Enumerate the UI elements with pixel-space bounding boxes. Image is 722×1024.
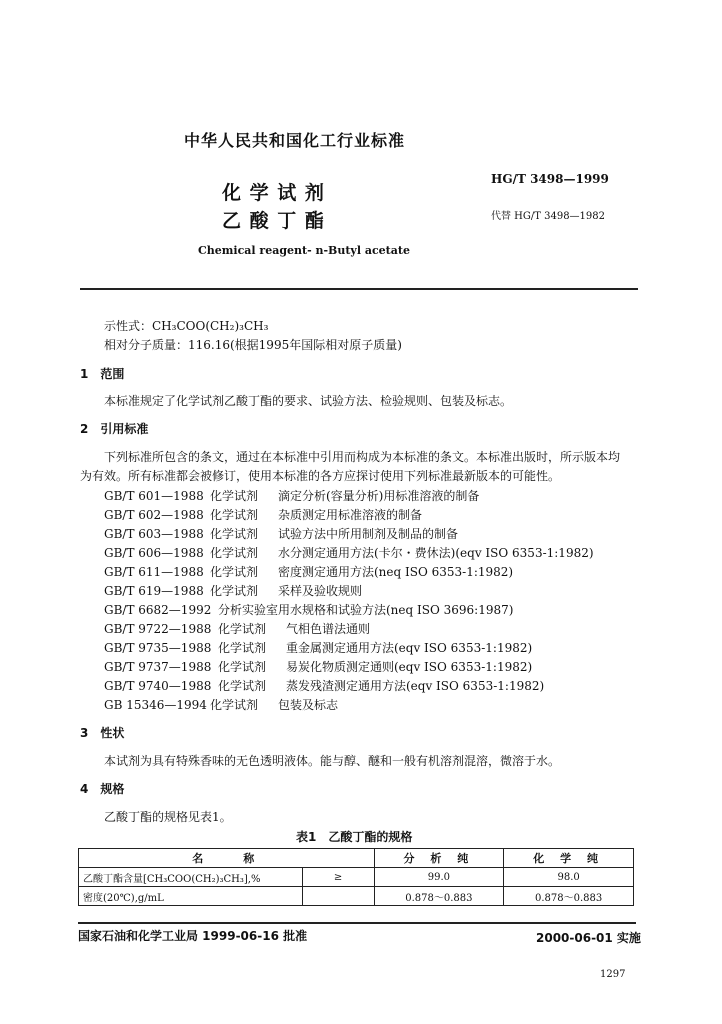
row-operator: ≥ bbox=[302, 868, 374, 887]
table-caption: 表1 乙酸丁酯的规格 bbox=[296, 830, 413, 844]
row-ar-value: 99.0 bbox=[374, 868, 504, 887]
section-4-body: 乙酸丁酯的规格见表1。 bbox=[104, 810, 232, 824]
section-4-title: 4 规格 bbox=[80, 782, 125, 796]
row-cp-value: 0.878～0.883 bbox=[504, 887, 634, 906]
reference-item: GB/T 6682—1992 分析实验室用水规格和试验方法(neq ISO 3696:1987) bbox=[104, 603, 514, 617]
header-chemically-pure: 化 学 纯 bbox=[504, 849, 634, 868]
molar-mass: 相对分子质量：116.16(根据1995年国际相对原子质量) bbox=[104, 338, 402, 352]
table-row bbox=[79, 868, 634, 887]
standard-number: HG/T 3498—1999 bbox=[491, 172, 609, 186]
row-name: 乙酸丁酯含量[CH₃COO(CH₂)₃CH₃],% bbox=[79, 868, 303, 887]
section-3-body: 本试剂为具有特殊香味的无色透明液体。能与醇、醚和一般有机溶剂混溶，微溶于水。 bbox=[104, 754, 561, 768]
row-operator bbox=[302, 887, 374, 906]
section-1-body: 本标准规定了化学试剂乙酸丁酯的要求、试验方法、检验规则、包装及标志。 bbox=[104, 394, 513, 408]
row-ar-value: 0.878～0.883 bbox=[374, 887, 504, 906]
section-3-title: 3 性状 bbox=[80, 726, 125, 740]
reference-item: GB/T 611—1988 化学试剂 密度测定通用方法(neq ISO 6353-1:1982) bbox=[104, 565, 514, 579]
row-cp-value: 98.0 bbox=[504, 868, 634, 887]
title-line-1: 化 学 试 剂 bbox=[222, 182, 325, 204]
reference-item: GB/T 9737—1988 化学试剂 易炭化物质测定通则(eqv ISO 6353-1:1982) bbox=[104, 660, 533, 674]
page-number: 1297 bbox=[600, 969, 626, 980]
reference-item: GB/T 606—1988 化学试剂 水分测定通用方法(卡尔・费休法)(eqv ISO 6353-1:1982) bbox=[104, 546, 594, 560]
reference-item: GB 15346—1994 化学试剂 包装及标志 bbox=[104, 698, 339, 712]
section-2-title: 2 引用标准 bbox=[80, 422, 149, 436]
row-name: 密度(20℃),g/mL bbox=[79, 887, 303, 906]
title-english: Chemical reagent- n-Butyl acetate bbox=[198, 244, 410, 257]
structural-formula: 示性式：CH₃COO(CH₂)₃CH₃ bbox=[104, 319, 269, 333]
reference-item: GB/T 601—1988 化学试剂 滴定分析(容量分析)用标准溶液的制备 bbox=[104, 489, 480, 503]
section-1-title: 1 范围 bbox=[80, 367, 125, 381]
org-title: 中华人民共和国化工行业标准 bbox=[184, 131, 406, 150]
reference-item: GB/T 603—1988 化学试剂 试验方法中所用制剂及制品的制备 bbox=[104, 527, 459, 541]
footer-rule bbox=[78, 922, 636, 924]
reference-item: GB/T 9740—1988 化学试剂 蒸发残渣测定通用方法(eqv ISO 6353-1:1982) bbox=[104, 679, 545, 693]
table-header-row bbox=[79, 849, 634, 868]
reference-item: GB/T 9722—1988 化学试剂 气相色谱法通则 bbox=[104, 622, 371, 636]
table-row bbox=[79, 887, 634, 906]
reference-item: GB/T 9735—1988 化学试剂 重金属测定通用方法(eqv ISO 6353-1:1982) bbox=[104, 641, 533, 655]
section-2-body-line-1: 下列标准所包含的条文，通过在本标准中引用而构成为本标准的条文。本标准出版时，所示版本均 bbox=[104, 450, 621, 464]
header-rule bbox=[80, 288, 638, 290]
reference-item: GB/T 619—1988 化学试剂 采样及验收规则 bbox=[104, 584, 363, 598]
approval-line: 国家石油和化学工业局 1999-06-16 批准 bbox=[78, 929, 308, 943]
section-2-body-line-2: 为有效。所有标准都会被修订，使用本标准的各方应探讨使用下列标准最新版本的可能性。 bbox=[80, 469, 561, 483]
reference-item: GB/T 602—1988 化学试剂 杂质测定用标准溶液的制备 bbox=[104, 508, 423, 522]
header-name: 名 称 bbox=[79, 849, 375, 868]
replaces-note: 代替 HG/T 3498—1982 bbox=[491, 211, 606, 222]
title-line-2: 乙 酸 丁 酯 bbox=[222, 210, 325, 232]
effective-date: 2000-06-01 实施 bbox=[536, 931, 641, 945]
header-analytical-reagent: 分 析 纯 bbox=[374, 849, 504, 868]
spec-table bbox=[78, 848, 634, 906]
